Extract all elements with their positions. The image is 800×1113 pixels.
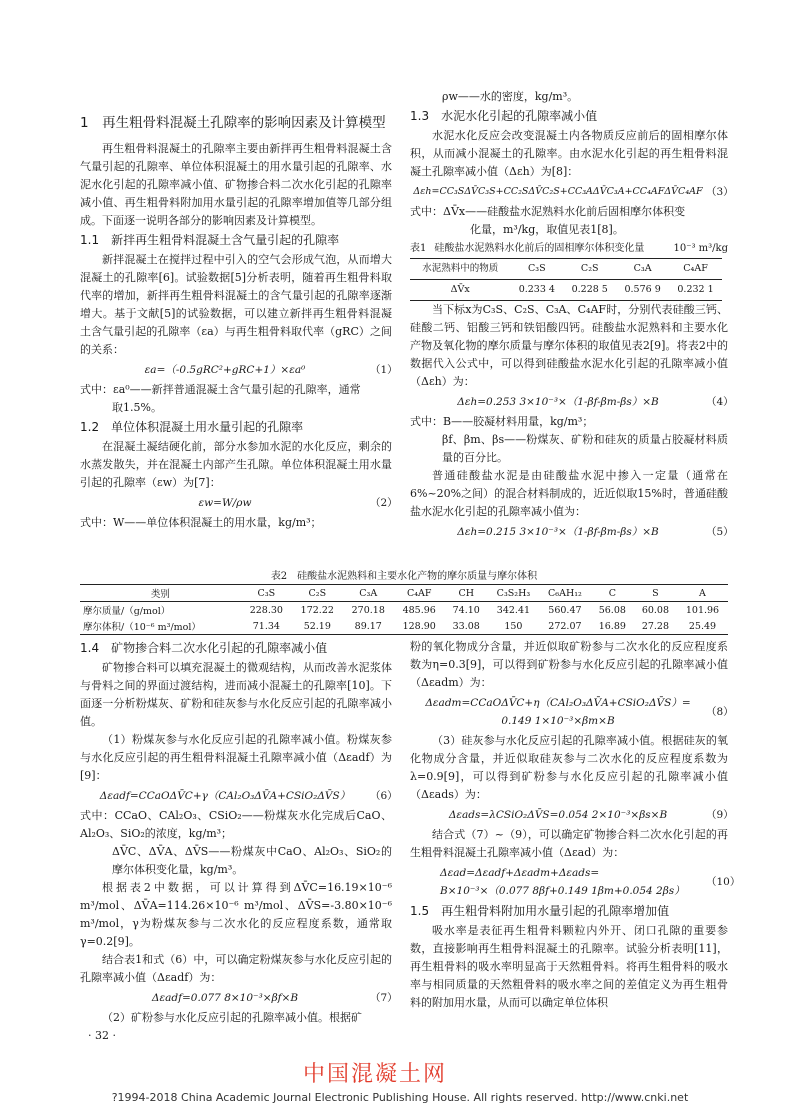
equation-number: （7） [370, 992, 398, 1004]
paragraph: 粉的氧化物成分含量，并近似取矿粉参与二次水化的反应程度系数为η=0.3[9]，可以得到矿粉参与水化反应引起的孔隙率减小值（Δεadm）为： [410, 640, 728, 689]
paragraph: 根据表2中数据，可以计算得到ΔV̄C=16.19×10⁻⁶ m³/mol、ΔV̄A=114.26×10⁻⁶ m³/mol、ΔV̄S=-3.80×10⁻⁶ m³/mol，γ为粉煤灰参与二次水化的反应程度系数，通常取γ=0.2[9]。 [80, 881, 392, 948]
equation-body [410, 864, 706, 900]
table-number: 表1 [410, 243, 427, 254]
equation-body: Δεadf=CCaOΔV̄C+γ（CAl₂O₃ΔV̄A+CSiO₂ΔV̄S） [99, 790, 351, 802]
equation-8 [410, 694, 734, 730]
table-cell: 485.96 [402, 604, 436, 616]
equation-line: B×10⁻³×（0.077 8βf+0.149 1βm+0.054 2βs） [440, 885, 685, 897]
table-header: CH [445, 585, 488, 602]
table-header: C₃A [616, 259, 669, 280]
definition-line: 式中：B——胶凝材料用量，kg/m³； [410, 415, 594, 428]
equation-10 [410, 864, 741, 900]
left-column [80, 113, 398, 532]
table-cell: 560.47 [548, 604, 582, 616]
definition-line: 取1.5%。 [112, 401, 162, 414]
equation-body: Δεadf=0.077 8×10⁻³×βf×B [151, 992, 299, 1004]
table-cell: 89.17 [343, 618, 394, 635]
table-header: C₃S₂H₃ [488, 585, 539, 602]
definition [410, 203, 728, 239]
subsection-heading-1-2: 1.2 单位体积混凝土用水量引起的孔隙率 [80, 420, 304, 434]
equation-1 [80, 361, 398, 379]
equation-body: Δεh=0.253 3×10⁻³×（1-βf-βm-βs）×B [457, 396, 659, 408]
table-cell: 0.232 1 [669, 280, 722, 301]
paragraph: 结合表1和式（6）中，可以确定粉煤灰参与水化反应引起的孔隙率减小值（Δεadf）为： [80, 953, 392, 984]
table-cell: 228.30 [249, 604, 283, 616]
definition-line: 化量，m³/kg，取值见表1[8]。 [470, 223, 624, 236]
table-cell: 128.90 [394, 618, 445, 635]
equation-3 [410, 183, 734, 201]
equation-5 [410, 523, 734, 541]
table-row [80, 602, 728, 619]
definition [80, 381, 392, 417]
paragraph: （3）硅灰参与水化反应引起的孔隙率减小值。根据硅灰的氧化物成分含量，并近似取硅灰参与二次水化的反应程度系数为λ=0.9[9]，可以得到矿粉参与水化反应引起的孔隙率减小值（Δεads）为： [410, 734, 728, 801]
equation-number: （4） [706, 396, 734, 408]
table-header: C [591, 585, 634, 602]
table-header: S [634, 585, 677, 602]
table-header: 水泥熟料中的物质 [410, 259, 510, 280]
table-1-caption [410, 242, 728, 256]
equation-body: Δεh=CC₃SΔV̄C₃S+CC₂SΔV̄C₂S+CC₃AΔV̄C₃A+CC₄AFΔV̄C₄AF [413, 186, 703, 197]
definition [80, 807, 392, 879]
paragraph: 再生粗骨料混凝土的孔隙率主要由新拌再生粗骨料混凝土含气量引起的孔隙率、单位体积混凝土的用水量引起的孔隙率、水泥水化引起的孔隙率减小值、矿物掺合料二次水化引起的孔隙率减小值、再生粗骨料附加用水量引起的孔隙率增加值等几部分组成。下面逐一说明各部分的影响因素及计算模型。 [80, 142, 392, 227]
subsection-heading-1-5: 1.5 再生粗骨料附加用水量引起的孔隙率增加值 [410, 904, 670, 918]
table-row-header: 摩尔体积/（10⁻⁶ m³/mol） [80, 618, 241, 635]
paragraph: 矿物掺合料可以填充混凝土的微观结构，从而改善水泥浆体与骨料之间的界面过渡结构，进而减小混凝土的孔隙率[10]。下面逐一分析粉煤灰、矿粉和硅灰参与水化反应引起的孔隙率减小值。 [80, 661, 392, 728]
table-row [80, 618, 728, 635]
table-cell: 150 [488, 618, 539, 635]
equation-line: Δεad=Δεadf+Δεadm+Δεads= [440, 867, 600, 879]
table-cell: 172.22 [300, 604, 334, 616]
paragraph: （1）粉煤灰参与水化反应引起的孔隙率减小值。粉煤灰参与水化反应引起的再生粗骨料混凝土孔隙率减小值（Δεadf）为[9]： [80, 733, 392, 782]
paragraph: 结合式（7）~（9），可以确定矿物掺合料二次水化引起的再生粗骨料混凝土孔隙率减小值（Δεad）为： [410, 828, 728, 859]
table-header: C₆AH₁₂ [539, 585, 591, 602]
paragraph: 在混凝土凝结硬化前，部分水参加水泥的水化反应，剩余的水蒸发散失，并在混凝土内部产生孔隙。单位体积混凝土用水量引起的孔隙率（εw）为[7]： [80, 440, 392, 489]
table-2-caption: 表2 硅酸盐水泥熟料和主要水化产物的摩尔质量与摩尔体积 [270, 571, 538, 582]
table-cell: ΔV̄x [410, 280, 510, 301]
right-column [410, 88, 734, 543]
equation-9 [410, 806, 734, 824]
table-header: C₂S [292, 585, 343, 602]
paragraph: 水泥水化反应会改变混凝土内各物质反应前后的固相摩尔体积，从而减小混凝土的孔隙率。由水泥水化引起的再生粗骨料混凝土孔隙率减小值（Δεh）为[8]： [410, 129, 728, 178]
table-cell: 74.10 [452, 604, 480, 616]
section-heading-1: 1 再生粗骨料混凝土孔隙率的影响因素及计算模型 [80, 115, 386, 131]
table-header-row [410, 259, 722, 280]
table-cell: 270.18 [351, 604, 385, 616]
equation-2 [80, 494, 398, 512]
table-cell: 342.41 [496, 604, 531, 616]
watermark-text: 中国混凝土网 [303, 1062, 448, 1087]
table-cell: 52.19 [292, 618, 343, 635]
table-cell: 56.08 [598, 604, 626, 616]
table-2-block [80, 567, 728, 635]
definition-line: 式中：CCaO、CAl₂O₃、CSiO₂——粉煤灰水化完成后CaO、Al₂O₃、SiO₂的浓度，kg/m³； [80, 809, 392, 840]
table-2 [80, 584, 728, 635]
table-header: C₃A [343, 585, 394, 602]
equation-4 [410, 393, 734, 411]
subsection-heading-1-3: 1.3 水泥水化引起的孔隙率减小值 [410, 109, 598, 123]
table-1 [410, 258, 722, 301]
table-header: C₃S [510, 259, 563, 280]
equation-body: Δεh=0.215 3×10⁻³×（1-βf-βm-βs）×B [457, 526, 659, 538]
equation-number: （2） [370, 497, 398, 509]
table-cell: 0.233 4 [510, 280, 563, 301]
table-cell: 0.576 9 [616, 280, 669, 301]
equation-number: （6） [370, 790, 398, 802]
table-header: A [677, 585, 728, 602]
equation-body [410, 694, 706, 730]
definition-line: ρw——水的密度，kg/m³。 [442, 90, 579, 103]
table-cell: 272.07 [539, 618, 591, 635]
table-cell: 16.89 [591, 618, 634, 635]
equation-number: （9） [706, 809, 734, 821]
equation-7 [80, 989, 398, 1007]
paragraph: 当下标x为C₃S、C₂S、C₃A、C₄AF时，分别代表硅酸三钙、硅酸二钙、铝酸三钙和铁铝酸四钙。硅酸盐水泥熟料和主要水化产物及氧化物的摩尔质量与摩尔体积的取值见表2[9]。将表2中的数据代入公式中，可以得到硅酸盐水泥水化引起的孔隙率减小值（Δεh）为： [410, 303, 728, 388]
equation-number: （3） [706, 186, 734, 198]
definition-line: βf、βm、βs——粉煤灰、矿粉和硅灰的质量占胶凝材料质量的百分比。 [442, 433, 728, 464]
equation-body: εa=（-0.5gRC²+gRC+1）×εa⁰ [144, 364, 306, 376]
paragraph: 吸水率是表征再生粗骨料颗粒内外开、闭口孔隙的重要参数，直接影响再生粗骨料混凝土的孔隙率。试验分析表明[11]，再生粗骨料的吸水率明显高于天然粗骨料。将再生粗骨料的吸水率与相同质量的天然粗骨料的吸水率之间的差值定义为再生粗骨料的附加用水量，从而可以确定单位体积 [410, 924, 728, 1009]
table-title: 硅酸盐水泥熟料水化前后的固相摩尔体积变化量 [434, 243, 645, 254]
equation-line: Δεadm=CCaOΔV̄C+η（CAl₂O₃ΔV̄A+CSiO₂ΔV̄S）= [425, 697, 691, 709]
paragraph: （2）矿粉参与水化反应引起的孔隙率减小值。根据矿 [102, 1011, 362, 1024]
bottom-left-column [80, 638, 398, 1027]
table-cell: 33.08 [445, 618, 488, 635]
table-header: C₄AF [394, 585, 445, 602]
definition-line: ΔV̄C、ΔV̄A、ΔV̄S——粉煤灰中CaO、Al₂O₃、SiO₂的摩尔体积变化量，kg/m³。 [112, 845, 392, 876]
table-unit: 10⁻³ m³/kg [673, 243, 728, 254]
definition-line: 式中：ΔV̄x——硅酸盐水泥熟料水化前后固相摩尔体积变 [410, 205, 686, 218]
table-header: 类别 [80, 585, 241, 602]
subsection-heading-1-1: 1.1 新拌再生粗骨料混凝土含气量引起的孔隙率 [80, 233, 340, 247]
paragraph: 普通硅酸盐水泥是由硅酸盐水泥中掺入一定量（通常在6%~20%之间）的混合材料制成的，近近似取15%时，普通硅酸盐水泥水化引起的孔隙率减小值为： [410, 469, 728, 518]
table-row [410, 280, 722, 301]
equation-number: （5） [706, 526, 734, 538]
equation-6 [80, 787, 398, 805]
table-cell: 0.228 5 [563, 280, 616, 301]
equation-number: （10） [706, 876, 741, 888]
definition [410, 413, 728, 467]
table-header-row [80, 585, 728, 602]
equation-number: （1） [370, 364, 398, 376]
definition: 式中：W——单位体积混凝土的用水量，kg/m³； [80, 516, 322, 529]
table-header: C₄AF [669, 259, 722, 280]
table-cell: 27.28 [634, 618, 677, 635]
paragraph: 新拌混凝土在搅拌过程中引入的空气会形成气泡，从而增大混凝土的孔隙率[6]。试验数据[5]分析表明，随着再生粗骨料取代率的增加，新拌再生粗骨料混凝土的含气量引起的孔隙率逐渐增大。基于文献[5]的试验数据，可以建立新拌再生粗骨料混凝土含气量引起的孔隙率（εa）与再生粗骨料取代率（gRC）之间的关系： [80, 253, 392, 356]
table-cell: 60.08 [641, 604, 670, 616]
table-row-header: 摩尔质量/（g/mol） [83, 606, 171, 617]
table-header: C₃S [241, 585, 292, 602]
table-cell: 71.34 [241, 618, 292, 635]
footer-copyright: ?1994-2018 China Academic Journal Electronic Publishing House. All rights reserved. http://www.cnki.net [111, 1091, 689, 1104]
bottom-right-column [410, 638, 741, 1012]
equation-line: 0.149 1×10⁻³×βm×B [501, 715, 615, 727]
table-cell: 101.96 [685, 604, 720, 616]
equation-body: Δεads=λCSiO₂ΔV̄S=0.054 2×10⁻³×βs×B [448, 809, 668, 821]
subsection-heading-1-4: 1.4 矿物掺合料二次水化引起的孔隙率减小值 [80, 641, 328, 655]
definition-line: 式中：εa⁰——新拌普通混凝土含气量引起的孔隙率，通常 [80, 383, 361, 396]
equation-number: （8） [706, 706, 734, 718]
equation-body: εw=W/ρw [198, 497, 252, 509]
table-header: C₂S [563, 259, 616, 280]
page-number: · 32 · [88, 1029, 116, 1042]
table-cell: 25.49 [677, 618, 728, 635]
